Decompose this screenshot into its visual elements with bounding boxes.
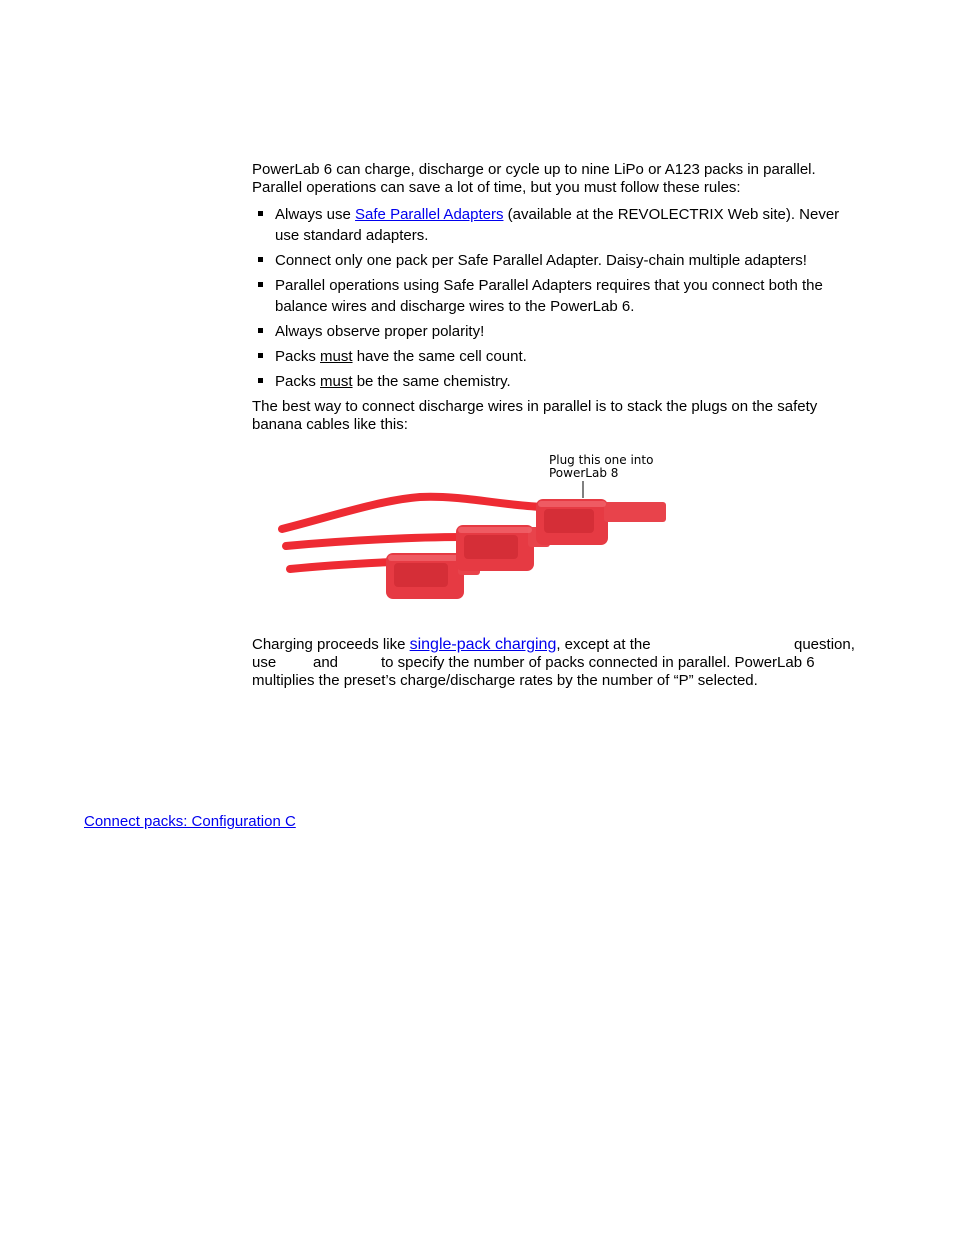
rule-3-line-1: Parallel operations using Safe Parallel Adapters requires that you connect both the (275, 277, 823, 294)
bullet-marker (258, 282, 263, 287)
charging-mid: , except at the (556, 636, 651, 653)
rule-1-pre: Always use (275, 206, 356, 223)
rule-5 (275, 348, 527, 366)
rule-5-emphasis: must (320, 348, 353, 365)
rule-5-pre: Packs (275, 348, 321, 365)
intro-line-1: PowerLab 6 can charge, discharge or cycle up to nine LiPo or A123 packs in parallel. (252, 161, 816, 178)
bullet-marker (258, 353, 263, 358)
stack-text-line-2: banana cables like this: (252, 416, 408, 433)
bullet-marker (258, 328, 263, 333)
charging-line-3: multiplies the preset’s charge/discharge rates by the number of “P” selected. (252, 672, 758, 689)
intro-line-2: Parallel operations can save a lot of time, but you must follow these rules: (252, 179, 741, 196)
callout-text-line-1: Plug this one into (549, 453, 654, 467)
banana-plug-top (536, 499, 666, 545)
rule-6-post: be the same chemistry. (352, 373, 511, 390)
charging-line-1 (252, 636, 651, 654)
rule-6-pre: Packs (275, 373, 321, 390)
banana-plug-middle (456, 525, 550, 571)
connect-packs-configuration-c-link[interactable]: Connect packs: Configuration C (84, 813, 296, 830)
bullet-marker (258, 378, 263, 383)
single-pack-charging-link[interactable]: single-pack charging (409, 636, 557, 653)
stack-text-line-1: The best way to connect discharge wires in parallel is to stack the plugs on the safety (252, 398, 818, 415)
rule-4: Always observe proper polarity! (275, 323, 485, 340)
wire-bottom (290, 562, 392, 569)
charging-line-2-rest: to specify the number of packs connected in parallel. PowerLab 6 (381, 654, 815, 671)
bullet-marker (258, 257, 263, 262)
stacked-plugs-figure (270, 445, 680, 610)
wire-top (282, 497, 542, 529)
rule-6-emphasis: must (320, 373, 353, 390)
charging-line-2-use: use (252, 654, 277, 671)
rule-5-post: have the same cell count. (352, 348, 527, 365)
stacked-plugs-illustration (270, 445, 680, 610)
rule-1 (275, 206, 839, 224)
wire-middle (286, 537, 462, 546)
charging-pre: Charging proceeds like (252, 636, 410, 653)
rule-2: Connect only one pack per Safe Parallel Adapter. Daisy-chain multiple adapters! (275, 252, 807, 269)
charging-line-2-and: and (313, 654, 339, 671)
rule-3-line-2: balance wires and discharge wires to the PowerLab 6. (275, 298, 635, 315)
rule-6 (275, 373, 511, 391)
safe-parallel-adapters-link[interactable]: Safe Parallel Adapters (355, 206, 504, 223)
rule-1-line-2: use standard adapters. (275, 227, 429, 244)
bullet-marker (258, 211, 263, 216)
rule-1-post: (available at the REVOLECTRIX Web site). Never (503, 206, 840, 223)
callout-text-line-2: PowerLab 8 (549, 466, 619, 480)
charging-question-word: question, (794, 636, 855, 653)
